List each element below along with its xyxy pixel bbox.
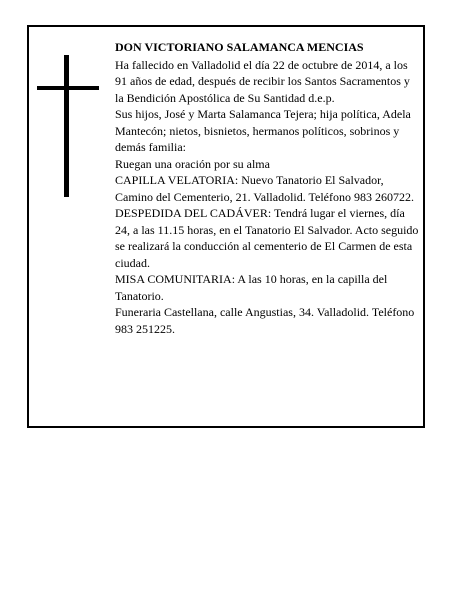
death-announcement: Ha fallecido en Valladolid el día 22 de octubre de 2014, a los 91 años de edad, después de recibir los Santos Sacramentos y la Bendición Apostólica de Su Santidad d.e.p. (115, 57, 410, 105)
wake-chapel-info: CAPILLA VELATORIA: Nuevo Tanatorio El Salvador, Camino del Cementerio, 21. Valladolid. Teléfono 983 260722. (115, 173, 415, 204)
farewell-info: DESPEDIDA DEL CADÁVER: Tendrá lugar el viernes, día 24, a las 11.15 horas, en el Tanatorio El Salvador. Acto seguido se realizará la conducción al cementerio de El Carmen de esta ciudad. (115, 206, 419, 270)
community-mass-info: MISA COMUNITARIA: A las 10 horas, en la capilla del Tanatorio. (115, 272, 388, 303)
family-members: Sus hijos, José y Marta Salamanca Tejera; hija política, Adela Mantecón; nietos, bisnietos, hermanos políticos, sobrinos y demás familia: (115, 107, 411, 154)
cross-vertical-bar (64, 55, 69, 197)
cross-horizontal-bar (37, 86, 99, 90)
prayer-request: Ruegan una oración por su alma (115, 156, 270, 171)
funeral-home-info: Funeraria Castellana, calle Angustias, 34. Valladolid. Teléfono 983 251225. (115, 305, 415, 336)
latin-cross-icon (37, 55, 99, 197)
deceased-name: DON VICTORIANO SALAMANCA MENCIAS (115, 40, 364, 54)
obituary-text (115, 39, 420, 337)
